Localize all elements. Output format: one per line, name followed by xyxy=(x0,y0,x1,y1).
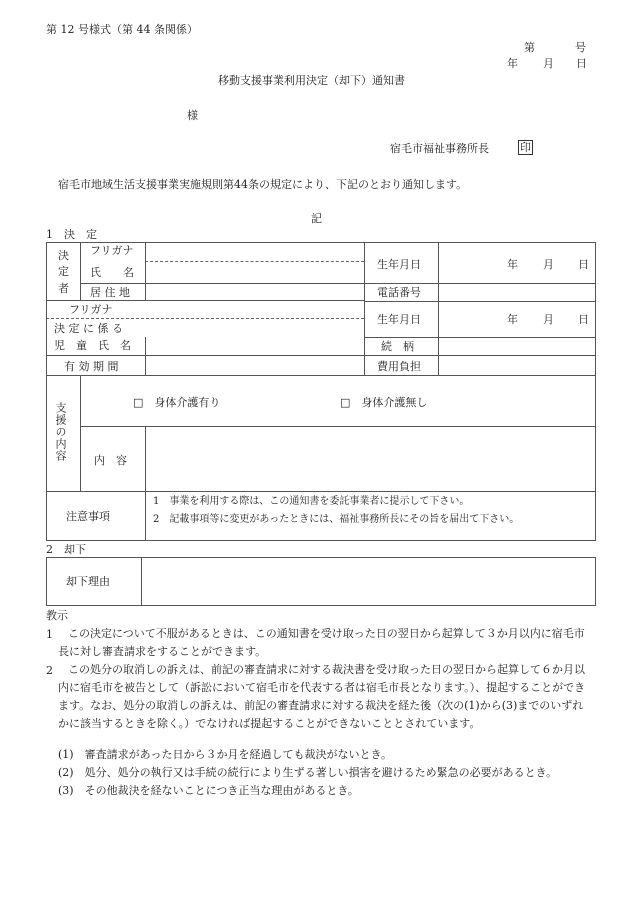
instruction-title: 教示 xyxy=(46,609,68,622)
furigana-label: フリガナ xyxy=(90,244,134,257)
addressee-suffix: 様 xyxy=(187,109,198,122)
issuer: 宿毛市福祉事務所長 xyxy=(390,142,489,155)
child-label-line2: 児 童 氏 名 xyxy=(54,339,131,352)
intro-text: 宿毛市地域生活支援事業実施規則第44条の規定により、下記のとおり通知します。 xyxy=(58,178,468,191)
instruction-2-number: 2 xyxy=(46,664,53,677)
birth-month-unit: 月 xyxy=(543,258,554,271)
seal-stamp: 印 xyxy=(520,141,531,154)
document-title: 移動支援事業利用決定（却下）通知書 xyxy=(218,74,405,87)
child-label-line1: 決 定 に 係 る xyxy=(54,322,123,335)
date-year: 年 xyxy=(507,57,518,70)
note-1: 1 事業を利用する際は、この通知書を委託事業者に提示して下さい。 xyxy=(153,496,470,507)
section2-heading: 2 却下 xyxy=(46,543,86,556)
notes-label: 注意事項 xyxy=(66,510,110,523)
instruction-sub-2: (2) 処分、処分の執行又は手続の続行により生ずる著しい損害を避けるため緊急の必要があるとき。 xyxy=(58,766,558,779)
child-furigana-label: フリガナ xyxy=(69,303,113,316)
decider-char-2: 定 xyxy=(58,265,69,278)
content-label: 内 容 xyxy=(94,454,127,467)
section1-heading: 1 決 定 xyxy=(46,228,97,241)
doc-number-dai: 第 xyxy=(524,41,535,54)
instruction-1: この決定について不服があるときは、この通知書を受け取った日の翌日から起算して３か月以内に宿毛市長に対し審査請求をすることができます。 xyxy=(58,627,585,658)
form-number: 第 12 号様式（第 44 条関係） xyxy=(46,23,198,36)
decider-char-3: 者 xyxy=(58,282,69,295)
birthdate-label: 生年月日 xyxy=(377,258,421,271)
instruction-2: この処分の取消しの訴えは、前記の審査請求に対する裁決書を受け取った日の翌日から起算して６か月以内に宿毛市を被告として（訴訟において宿毛市を代表する者は宿毛市長となります。）、提起することができます。なお、処分の取消しの訴えは、前記の審査請求に対する裁決を経た後（次の(1)から(3)までのいずれかに該当するときを除く。）でなければ提起することができないこととされています。 xyxy=(58,663,586,730)
date-month: 月 xyxy=(543,57,554,70)
note-2: 2 記載事項等に変更があったときには、福祉事務所長にその旨を届出て下さい。 xyxy=(153,514,520,525)
cost-label: 費用負担 xyxy=(377,360,421,373)
validity-label: 有 効 期 間 xyxy=(64,360,119,373)
phone-label: 電話番号 xyxy=(377,286,421,299)
support-content-label: 支援の内容 xyxy=(54,402,67,462)
child-birth-day-unit: 日 xyxy=(578,313,589,326)
name-label: 氏 名 xyxy=(90,266,134,279)
child-birthdate-label: 生年月日 xyxy=(377,313,421,326)
rejection-reason-label: 却下理由 xyxy=(66,575,110,588)
instruction-sub-1: (1) 審査請求があった日から３か月を経過しても裁決がないとき。 xyxy=(58,748,393,761)
instruction-sub-3: (3) その他裁決を経ないことにつき正当な理由があるとき。 xyxy=(58,784,359,797)
birth-day-unit: 日 xyxy=(578,258,589,271)
decider-char-1: 決 xyxy=(58,249,69,262)
care-yes-option: □ 身体介護有り xyxy=(133,396,221,409)
ki-label: 記 xyxy=(311,212,322,225)
relation-label: 続 柄 xyxy=(381,340,414,353)
care-no-option: □ 身体介護無し xyxy=(340,396,428,409)
instruction-1-number: 1 xyxy=(46,628,53,641)
birth-year-unit: 年 xyxy=(507,258,518,271)
doc-number-go: 号 xyxy=(575,41,586,54)
child-birth-year-unit: 年 xyxy=(507,313,518,326)
date-day: 日 xyxy=(576,57,587,70)
child-birth-month-unit: 月 xyxy=(543,313,554,326)
address-label: 居 住 地 xyxy=(90,286,130,299)
